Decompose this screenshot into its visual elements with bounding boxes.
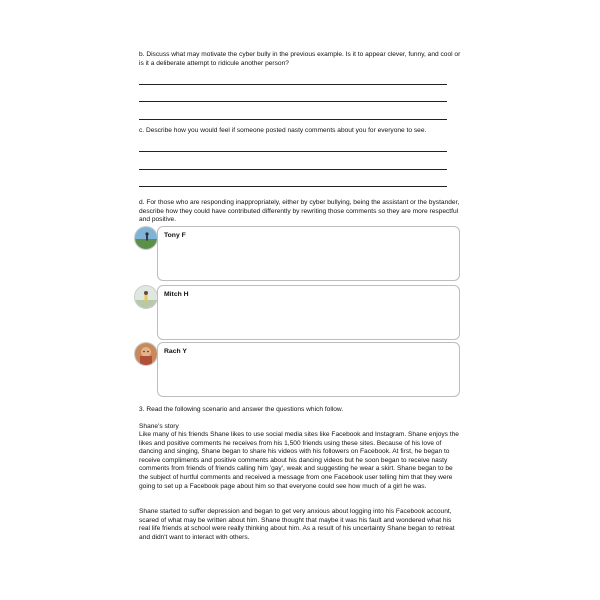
question-c: c. Describe how you would feel if someone posted nasty comments about you for everyone to see. xyxy=(139,127,427,134)
profile-photo-icon xyxy=(135,286,157,308)
answer-line[interactable] xyxy=(139,169,447,170)
avatar-mitch-h xyxy=(134,285,158,309)
profile-photo-icon xyxy=(135,343,157,365)
comment-box-tony-f[interactable] xyxy=(157,226,460,281)
story-title: Shane's story xyxy=(139,423,179,430)
commenter-name: Tony F xyxy=(164,232,186,239)
answer-line[interactable] xyxy=(139,84,447,85)
comment-box-rach-y[interactable] xyxy=(157,342,460,397)
answer-line[interactable] xyxy=(139,119,447,120)
answer-line[interactable] xyxy=(139,101,447,102)
story-paragraph-1: Like many of his friends Shane likes to use social media sites like Facebook and Instagram. Shane enjoys the likes and positive comments he receives from his 1,500 friends using these sites. Because of his love of dancing and singing, Shane began to share his videos with his followers on Facebook. At first, he began to receive compliments and positive comments about his dancing videos but he soon began to receive nasty comments from friends of friends calling him 'gay', weak and suggesting he wear a skirt. Shane began to be the subject of hurtful comments and received a message from one Facebook user telling him that they were going to set up a Facebook page about him so that everyone could see how much of a girl he was. xyxy=(139,431,459,490)
avatar-rach-y xyxy=(134,342,158,366)
answer-line[interactable] xyxy=(139,151,447,152)
question-d: d. For those who are responding inappropriately, either by cyber bullying, being the assistant or the bystander, describe how they could have contributed differently by rewriting those comments so they are more respectful and positive. xyxy=(139,199,460,224)
comment-box-mitch-h[interactable] xyxy=(157,285,460,340)
profile-photo-icon xyxy=(135,227,157,249)
question-b: b. Discuss what may motivate the cyber bully in the previous example. Is it to appear clever, funny, and cool or is it a deliberate attempt to ridicule another person? xyxy=(139,51,461,67)
avatar-tony-f xyxy=(134,226,158,250)
section-3-heading: 3. Read the following scenario and answer the questions which follow. xyxy=(139,406,344,413)
commenter-name: Rach Y xyxy=(164,348,187,355)
story-paragraph-2: Shane started to suffer depression and began to get very anxious about logging into his Facebook account, scared of what may be written about him. Shane thought that maybe it was his fault and wondered what his real life friends at school were really thinking about him. As a result of his uncertainty Shane began to retreat and didn't want to interact with others. xyxy=(139,508,455,541)
commenter-name: Mitch H xyxy=(164,291,189,298)
answer-line[interactable] xyxy=(139,186,447,187)
